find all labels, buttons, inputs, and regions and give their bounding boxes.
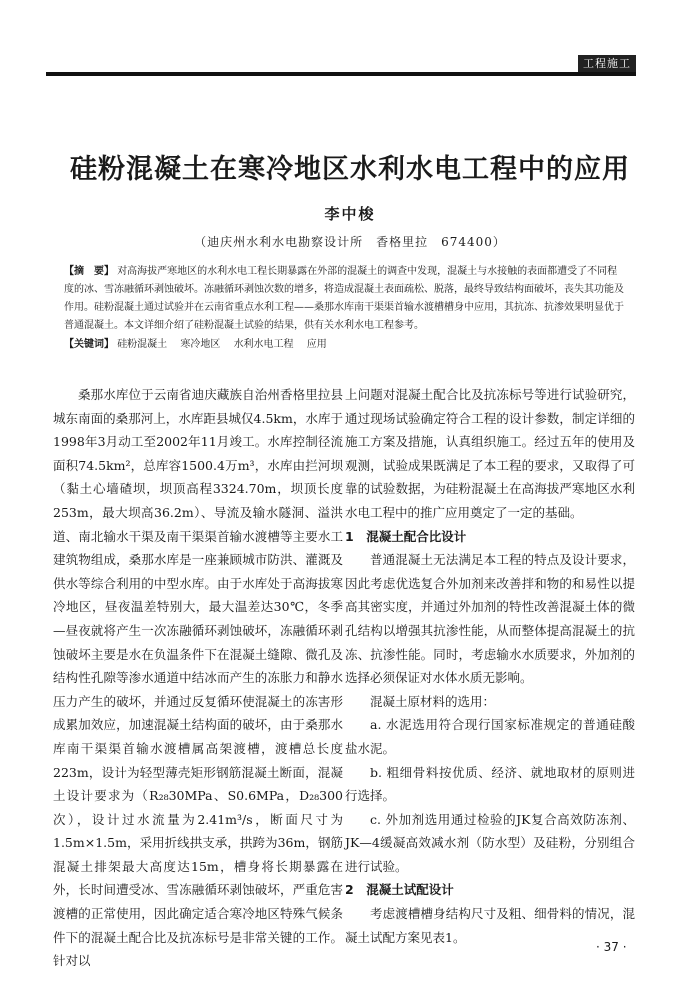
keywords-label: 【关键词】 — [64, 339, 114, 350]
material-item-b: b. 粗细骨料按优质、经济、就地取材的原则进行选择。 — [345, 764, 635, 804]
section-tag: 工程施工 — [578, 55, 636, 72]
materials-intro: 混凝土原材料的选用： — [370, 693, 496, 709]
section-1-paragraph: 普通混凝土无法满足本工程的特点及设计要求，因此考虑优选复合外加剂来改善拌和物的和易性以提高其密实度，并通过外加剂的特性改善混凝土体的微孔结构以增强其抗渗性能，从而整体提高混凝土的抗冻、抗渗性能。同时，考虑输水水质要求，外加剂的选择必须保证对水体水质无影响。 — [345, 552, 635, 686]
header-rule — [46, 72, 636, 76]
section-2-paragraph: 考虑渡槽槽身结构尺寸及粗、细骨料的情况，混凝土试配方案见表1。 — [345, 906, 635, 945]
keyword: 硅粉混凝土 — [117, 339, 168, 350]
article-affiliation: （迪庆州水利水电勘察设计所 香格里拉 674400） — [194, 235, 506, 249]
right-column — [345, 383, 635, 949]
abstract-text — [64, 263, 626, 335]
abstract-block — [64, 263, 626, 354]
material-item-c: c. 外加剂选用通过检验的JK复合高效防冻剂、JK—4缓凝高效减水剂（防水型）及硅粉，分别组合进行试验。 — [345, 811, 635, 874]
keyword: 水利水电工程 — [233, 339, 294, 350]
keyword: 寒冷地区 — [180, 339, 221, 350]
material-item-a: a. 水泥选用符合现行国家标准规定的普通硅酸盐水泥。 — [345, 717, 635, 756]
article-author: 李中梭 — [324, 205, 376, 223]
page-number: · 37 · — [596, 940, 627, 954]
abstract-label: 【摘 要】 — [64, 266, 114, 277]
section-1-heading: 1 混凝土配合比设计 — [345, 528, 467, 544]
intro-continuation: 上问题对混凝土配合比及抗冻标号等进行试验研究，通过现场试验确定符合工程的设计参数，制定详细的施工方案及措施，认真组织施工。经过五年的使用及观测，试验成果既满足了本工程的要求，又取得了可靠的试验数据，为硅粉混凝土在高海拔严寒地区水利水电工程中的推广应用奠定了一定的基础。 — [345, 387, 635, 520]
intro-paragraph: 桑那水库位于云南省迪庆藏族自治州香格里拉县城东南面的桑那河上，水库距县城仅4.5km，水库于1998年3月动工至2002年11月竣工。水库控制径流面积74.5km²，总库容1500.4万m³，水库由拦河坝（黏土心墙碴坝，坝顶高程3324.70m，坝顶长度253m，最大坝高36.2m）、导流及输水隧洞、溢洪道、南北输水干渠及南干渠渠首输水渡槽等主要水工建筑物组成，桑那水库是一座兼顾城市防洪、灌溉及供水等综合利用的中型水库。由于水库处于高海拔寒冷地区，昼夜温差特别大，最大温差达30℃，冬季—昼夜就将产生一次冻融循环剥蚀破坏，冻融循环剥蚀破坏主要是水在负温条件下在混凝土缝隙、微孔及结构性孔隙等渗水通道中结冰而产生的冻胀力和静水压力产生的破坏，并通过反复循环使混凝土的冻害形成累加效应，加速混凝土结构面的破坏，由于桑那水库南干渠渠首输水渡槽属高架渡槽，渡槽总长度223m，设计为轻型薄壳矩形钢筋混凝土断面，混凝土设计要求为（R₂₈30MPa、S0.6MPa，D₂₈300次），设计过水流量为2.41m³/s，断面尺寸为1.5m×1.5m，采用折线拱支承，拱跨为36m，钢筋混凝土排架最大高度达15m，槽身将长期暴露在外，长时间遭受冰、雪冻融循环剥蚀破坏，严重危害渡槽的正常使用，因此确定适合寒冷地区特殊气候条件下的混凝土配合比及抗冻标号是非常关键的工作。针对以 — [53, 387, 343, 969]
keywords — [64, 336, 626, 354]
keyword: 应用 — [306, 339, 327, 350]
section-2-heading: 2 混凝土试配设计 — [345, 882, 454, 898]
abstract-body: 对高海拔严寒地区的水利水电工程长期暴露在外部的混凝土的调查中发现，混凝土与水接触的表面都遭受了不同程度的冰、雪冻融循环剥蚀破坏。冻融循环剥蚀次数的增多，将造成混凝土表面疏松、脱落，最终导致结构面破坏，丧失其功能及作用。硅粉混凝土通过试验并在云南省重点水利工程——桑那水库南干渠渠首输水渡槽槽身中应用，其抗冻、抗渗效果明显优于普通混凝土。本文详细介绍了硅粉混凝土试验的结果，供有关水利水电工程参考。 — [64, 266, 624, 331]
left-column — [53, 383, 343, 973]
article-title: 硅粉混凝土在寒冷地区水利水电工程中的应用 — [70, 154, 630, 185]
